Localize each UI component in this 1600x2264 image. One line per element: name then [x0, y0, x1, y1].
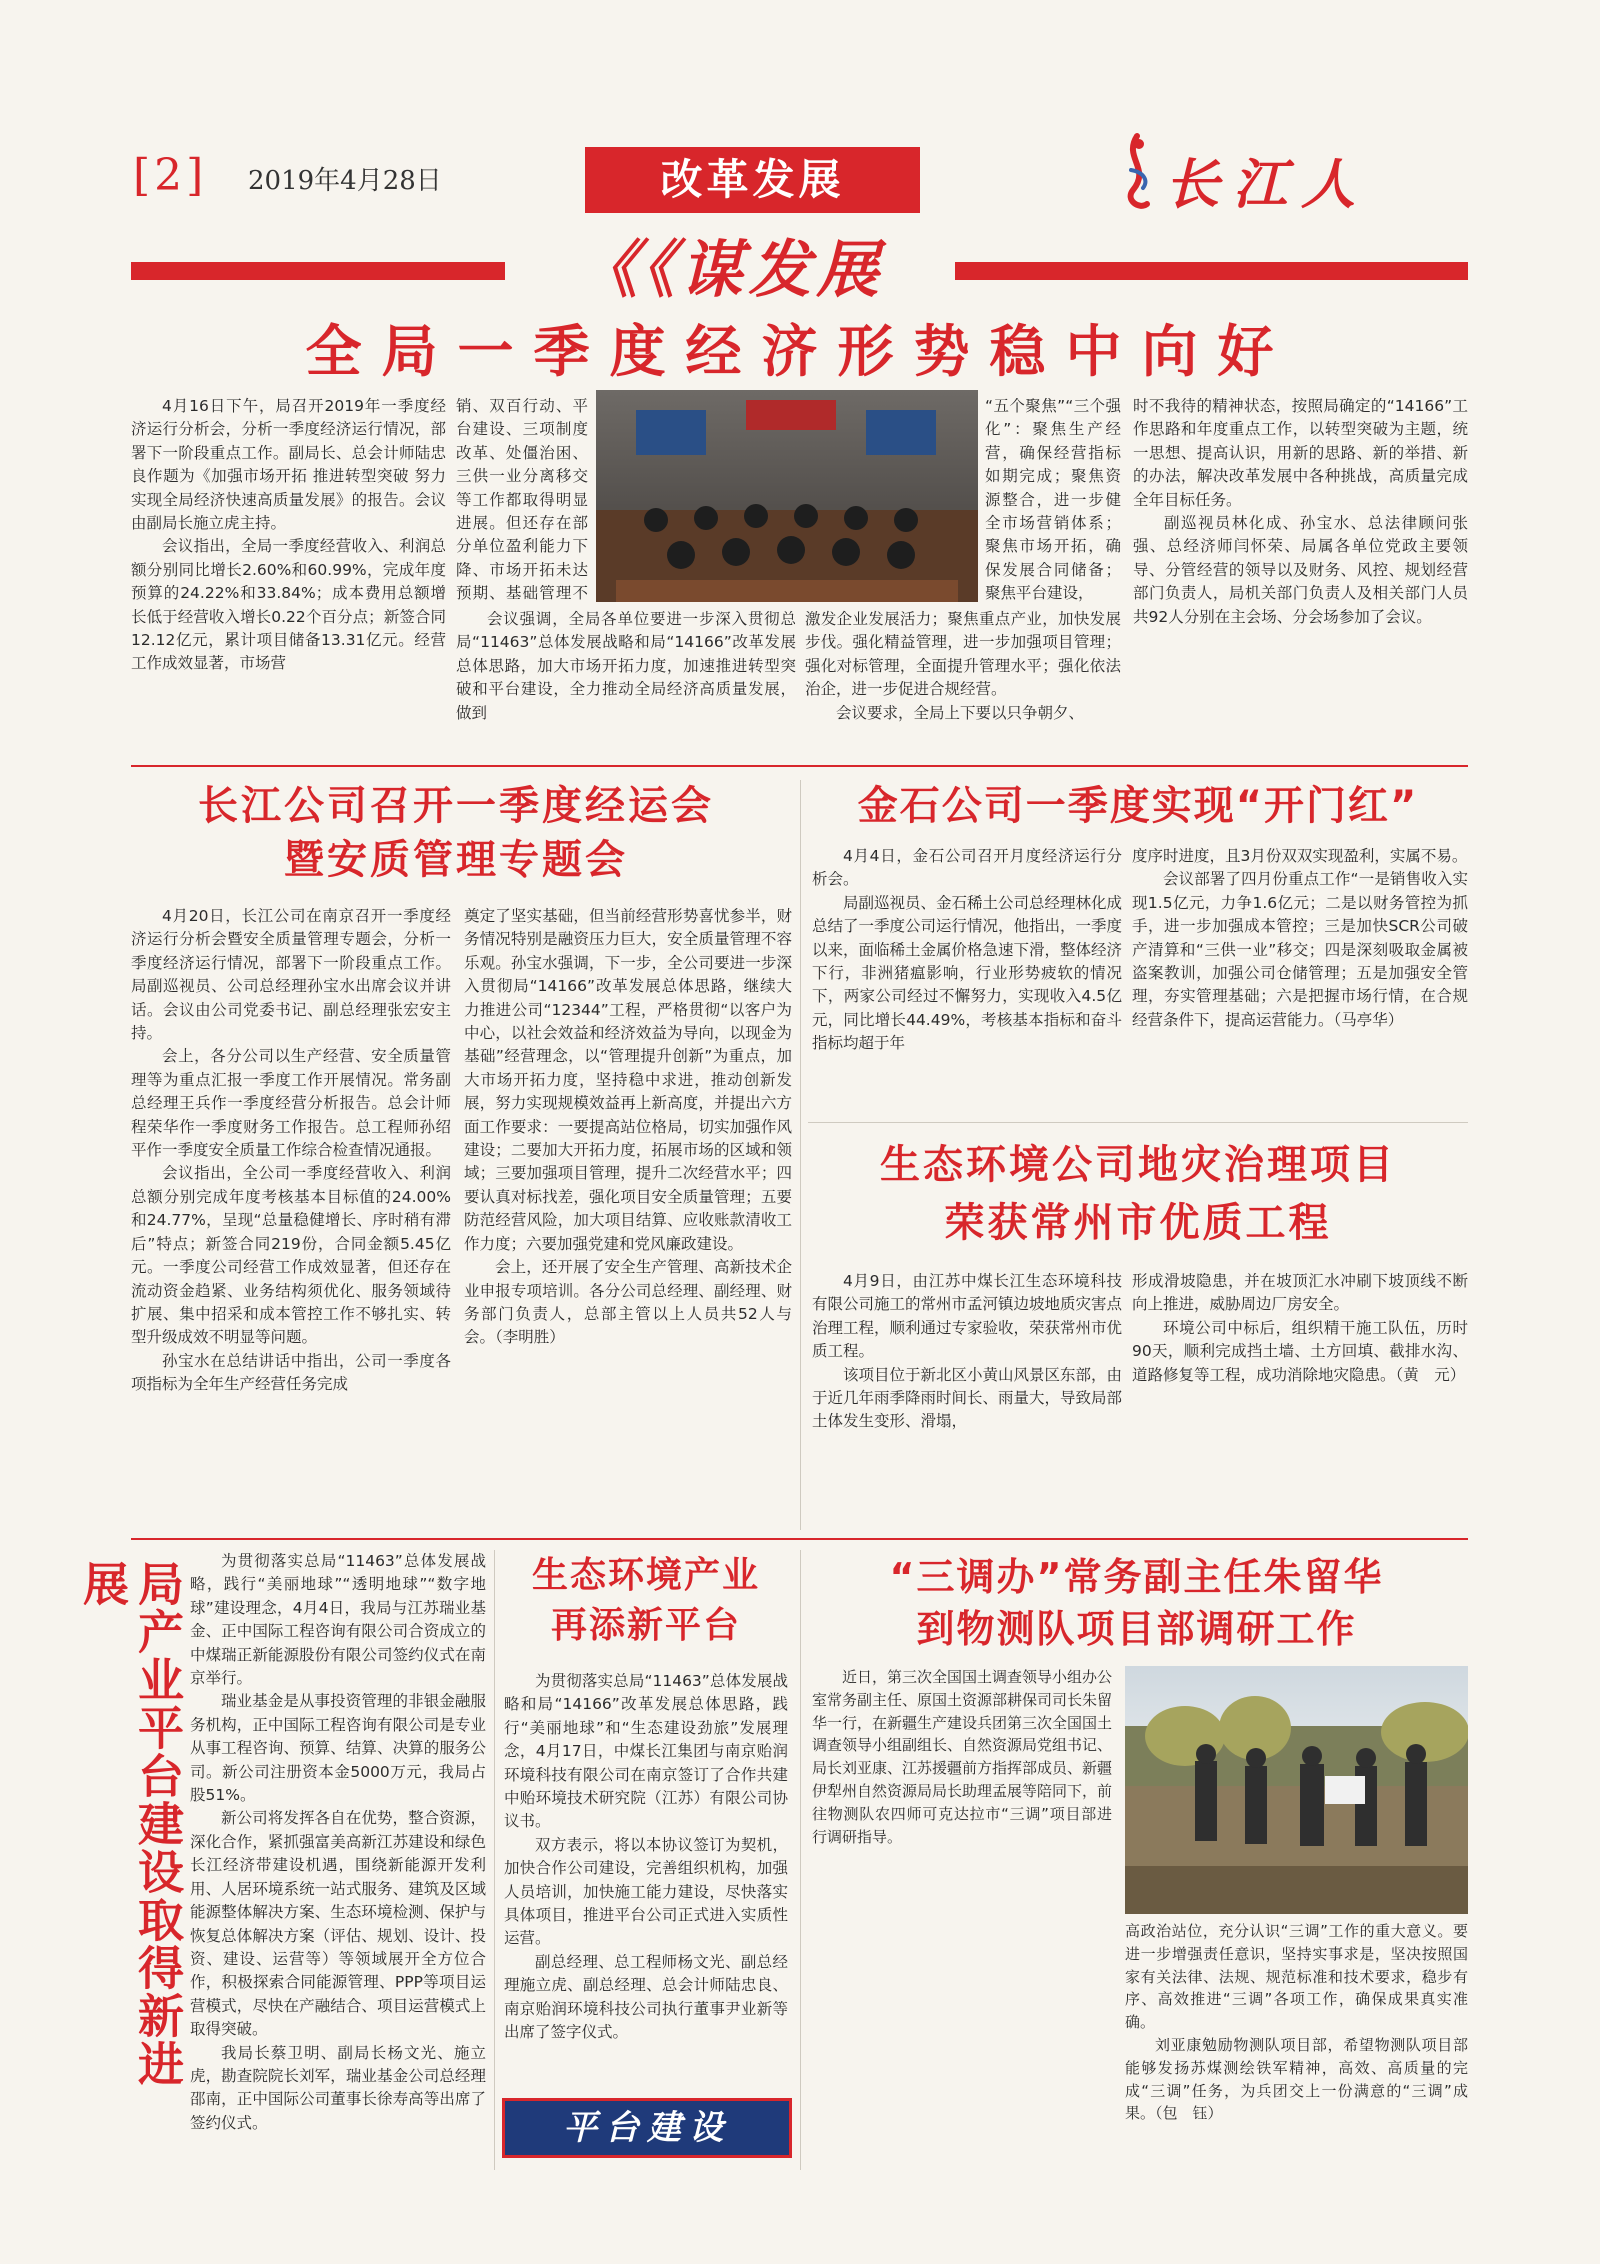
story2-col1-p4: 孙宝水在总结讲话中指出，公司一季度各项指标为全年生产经营任务完成 [131, 1351, 451, 1394]
banner-label-box [505, 230, 955, 310]
story3-col1 [812, 845, 1122, 1115]
story3-col2 [1132, 845, 1468, 1115]
story3-headline: 金石公司一季度实现“开门红” [857, 783, 1419, 829]
field-photo [1125, 1666, 1468, 1914]
story3-col2-p1: 度序时进度，且3月份双双实现盈利，实属不易。 [1132, 847, 1468, 865]
story2-col2-p1: 奠定了坚实基础，但当前经营形势喜忧参半，财务情况特别是融资压力巨大，安全质量管理不容乐观。孙宝水强调，下一步，全公司要进一步深入贯彻局“14166”改革发展总体思路，继续大力推进公司“12344”工程，严格贯彻“以客户为中心，以社会效益和经济效益为导向，以现金为基础”经营理念，以“管理提升创新”为重点，加大市场开拓力度，坚持稳中求进，推动创新发展，努力实现规模效益再上新高度，并提出六方面工作要求：一要提高站位格局，切实加强作风建设；二要加大开拓力度，拓展市场的区域和领域；三要加强项目管理，提升二次经营水平；四要认真对标找差，强化项目安全质量管理；五要防范经营风险，加大项目结算、应收账款清收工作力度；六要加强党建和党风廉政建设。 [464, 907, 792, 1253]
section-title-box [585, 147, 920, 213]
story2-col2-p2: 会上，还开展了安全生产管理、高新技术企业申报专项培训。各分公司总经理、副经理、财务部门负责人，总部主管以上人员共52人与会。（李明胜） [464, 1258, 792, 1347]
story4-headline-2: 荣获常州市优质工程 [944, 1200, 1332, 1246]
story6-headline-1: 生态环境产业 [531, 1555, 760, 1596]
story1-col4-p2: 副巡视员林化成、孙宝水、总法律顾问张强、总经济师闫怀荣、局属各单位党政主要领导、分管经营的领导以及财务、风控、规划经营部门负责人，局机关部门负责人及相关部门人员共92人分别在主会场、分会场参加了会议。 [1133, 514, 1468, 626]
story1-col3b-p1: 激发企业发展活力；聚焦重点产业，加快发展步伐。强化精益管理，进一步加强项目管理；强化对标管理，全面提升管理水平；强化依法治企，进一步促进合规经营。 [805, 610, 1121, 699]
story5-p3: 新公司将发挥各自在优势，整合资源，深化合作，紧抓强富美高新江苏建设和绿色长江经济带建设机遇，围绕新能源开发利用、人居环境系统一站式服务、建筑及区域能源整体解决方案、生态环境检测、保护与恢复总体解决方案（评估、规划、设计、投资、建设、运营等）等领域展开全方位合作，积极探索合同能源管理、PPP等项目运营模式，尽快在产融结合、项目运营模式上取得突破。 [190, 1809, 486, 2039]
story7-col1 [812, 1666, 1112, 2166]
story4-col1 [812, 1270, 1122, 1532]
story7-col2 [1125, 1920, 1468, 2170]
story3-col2-p2: 会议部署了四月份重点工作“一是销售收入实现1.5亿元，力争1.6亿元；二是以财务管控为抓手，进一步加强成本管控；三是加快SCR公司破产清算和“三供一业”移交；四是深刻吸取金属被盗案教训，加强公司仓储管理；五是加强安全管理，夯实管理基础；六是把握市场行情，在合规经营条件下，提高运营能力。（马亭华） [1132, 870, 1468, 1029]
masthead-logo [1103, 128, 1443, 218]
page-number: [2] [133, 150, 208, 201]
issue-date: 2019年4月28日 [248, 166, 442, 196]
story1-col2a [456, 395, 588, 607]
story2-headline-2: 暨安质管理专题会 [284, 837, 628, 883]
story3-col1-p2: 局副巡视员、金石稀土公司总经理林化成总结了一季度公司运行情况，他指出，一季度以来，面临稀土金属价格急速下滑，整体经济下行，非洲猪瘟影响，行业形势疲软的情况下，两家公司经过不懈努力，实现收入4.5亿元，同比增长44.49%，考核基本指标和奋斗指标均超于年 [812, 893, 1122, 1053]
divider-story2-right [800, 780, 801, 1530]
divider-bottom-section [131, 1538, 1468, 1540]
story1-col3a [985, 395, 1121, 607]
story2-headline-1: 长江公司召开一季度经运会 [198, 783, 714, 829]
story2-col1 [131, 905, 451, 1530]
story4-headline-1: 生态环境公司地灾治理项目 [880, 1142, 1396, 1188]
story1-col2b [456, 608, 796, 758]
platform-badge-label: 平台建设 [563, 2108, 731, 2148]
story7-col2-p1: 高政治站位，充分认识“三调”工作的重大意义。要进一步增强责任意识，坚持实事求是，坚决按照国家有关法律、法规、规范标准和技术要求，稳步有序、高效推进“三调”各项工作，确保成果真实准确。 [1125, 1922, 1468, 2032]
story7-col1-p1: 近日，第三次全国国土调查领导小组办公室常务副主任、原国土资源部耕保司司长朱留华一行，在新疆生产建设兵团第三次全国国土调查领导小组副组长、自然资源局党组书记、局长刘亚康、江苏援疆前方指挥部成员、新疆伊犁州自然资源局局长助理孟展等陪同下，前往物测队农四师可克达拉市“三调”项目部进行调研指导。 [812, 1668, 1112, 1846]
story6-body [504, 1670, 788, 2090]
story1-col3b-p2: 会议要求，全局上下要以只争朝夕、 [836, 703, 1085, 722]
divider-story1 [131, 765, 1468, 767]
story2-col2 [464, 905, 792, 1530]
story1-col1-p2: 会议指出，全局一季度经营收入、利润总额分别同比增长2.60%和60.99%，完成年度预算的24.22%和33.84%；成本费用总额增长低于经营收入增长0.22个百分点；新签合同12.12亿元，累计项目储备13.31亿元。经营工作成效显著，市场营 [131, 537, 446, 673]
story1-headline: 全局一季度经济形势稳中向好 [305, 320, 1294, 385]
story4-col2 [1132, 1270, 1468, 1532]
divider-story3 [808, 1122, 1468, 1123]
story5-p1: 为贯彻落实总局“11463”总体发展战略，践行“美丽地球”“透明地球”“数字地球”建设理念，4月4日，我局与江苏瑞业基金、正中国际工程咨询有限公司合资成立的中煤瑞正新能源股份有限公司签约仪式在南京举行。 [190, 1552, 486, 1688]
story1-col1 [131, 395, 446, 755]
story6-headline-2: 再添新平台 [550, 1605, 741, 1646]
story7-col2-p2: 刘亚康勉励物测队项目部，希望物测队项目部能够发扬苏煤测绘铁军精神，高效、高质量的完成“三调”任务，为兵团交上一份满意的“三调”成果。（包 钰） [1125, 2035, 1468, 2123]
story2-col1-p1: 4月20日，长江公司在南京召开一季度经济运行分析会暨安全质量管理专题会，分析一季度经济运行情况，部署下一阶段重点工作。局副巡视员、公司总经理孙宝水出席会议并讲话。会议由公司党委书记、副总经理张宏安主持。 [131, 907, 451, 1043]
divider-story5-right [494, 1550, 495, 2170]
story7-headline-2: 到物测队项目部调研工作 [916, 1607, 1357, 1651]
story1-col2a-p: 销、双百行动、平台建设、三项制度改革、处僵治困、三供一业分离移交等工作都取得明显进展。但还存在部分单位盈利能力下降、市场开拓未达预期、基础管理不 [456, 397, 588, 603]
masthead-title: 长江人 [1165, 152, 1369, 216]
story4-col1-p2: 该项目位于新北区小黄山风景区东部，由于近几年雨季降雨时间长、雨量大，导致局部土体发生变形、滑塌， [812, 1365, 1122, 1431]
story6-p3: 副总经理、总工程师杨文光、副总经理施立虎、副总经理、总会计师陆忠良、南京贻润环境科技公司执行董事尹业新等出席了签字仪式。 [504, 1952, 788, 2042]
divider-story6-right [800, 1550, 801, 2170]
story1-col4-p1: 时不我待的精神状态，按照局确定的“14166”工作思路和年度重点工作，以转型突破为主题，统一思想、提高认识，用新的思路、新的举措、新的办法，解决改革发展中各种挑战，高质量完成全年目标任务。 [1133, 397, 1468, 509]
platform-badge [502, 2098, 792, 2158]
story6-p1: 为贯彻落实总局“11463”总体发展战略和局“14166”改革发展总体思路，践行“美丽地球”和“生态建设劲旅”发展理念，4月17日，中煤长江集团与南京贻润环境科技有限公司在南京签订了合作共建中贻环境技术研究院（江苏）有限公司协议书。 [504, 1672, 788, 1831]
field-photo-image [1125, 1666, 1468, 1914]
story2-col1-p3: 会议指出，全公司一季度经营收入、利润总额分别完成年度考核基本目标值的24.00%和24.77%，呈现“总量稳健增长、序时稍有滞后”特点；新签合同219份，合同金额5.45亿元。一季度公司经营工作成效显著，但还存在流动资金趋紧、业务结构须优化、服务领域待扩展、集中招采和成本管控工作不够扎实、转型升级成效不明显等问题。 [131, 1164, 451, 1347]
story4-col2-p1: 形成滑坡隐患，并在坡顶汇水冲刷下坡顶线不断向上推进，威胁周边厂房安全。 [1132, 1272, 1468, 1314]
story1-col2b-p: 会议强调，全局各单位要进一步深入贯彻总局“11463”总体发展战略和局“14166”改革发展总体思路，加大市场开拓力度，加速推进转型突破和平台建设，全力推动全局经济高质量发展，做到 [456, 610, 796, 722]
story5-p2: 瑞业基金是从事投资管理的非银金融服务机构，正中国际工程咨询有限公司是专业从事工程咨询、预算、结算、决算的服务公司。新公司注册资本金5000万元，我局占股51%。 [190, 1692, 486, 1805]
story4-col2-p2: 环境公司中标后，组织精干施工队伍，历时90天，顺利完成挡土墙、土方回填、截排水沟、道路修复等工程，成功消除地灾隐患。（黄 元） [1132, 1318, 1468, 1384]
story6-p2: 双方表示，将以本协议签订为契机，加快合作公司建设，完善组织机构，加强人员培训，加快施工能力建设，尽快落实具体项目，推进平台公司正式进入实质性运营。 [504, 1835, 788, 1948]
story1-col3a-p: “五个聚焦”“三个强化”：聚焦生产经营，确保经营指标如期完成；聚焦资源整合，进一步健全市场营销体系；聚焦市场开拓，确保发展合同储备；聚焦平台建设， [985, 397, 1121, 603]
section-title: 改革发展 [660, 155, 845, 204]
story5-p4: 我局长蔡卫明、副局长杨文光、施立虎，勘查院院长刘军，瑞业基金公司总经理邵南，正中国际公司董事长徐寿高等出席了签约仪式。 [190, 2043, 486, 2132]
story7-headline-1: “三调办”常务副主任朱留华 [889, 1555, 1384, 1599]
story5-vertical-headline: 局产业平台建设取得新进展 [76, 1560, 185, 2088]
story2-col1-p2: 会上，各分公司以生产经营、安全质量管理等为重点汇报一季度工作开展情况。常务副总经理王兵作一季度经营分析报告。总会计师程荣华作一季度财务工作报告。总工程师孙绍平作一季度安全质量工作综合检查情况通报。 [131, 1047, 451, 1160]
story4-col1-p1: 4月9日，由江苏中煤长江生态环境科技有限公司施工的常州市孟河镇边坡地质灾害点治理工程，顺利通过专家验收，荣获常州市优质工程。 [812, 1272, 1122, 1361]
story3-col1-p1: 4月4日，金石公司召开月度经济运行分析会。 [812, 847, 1122, 889]
story5-body [190, 1550, 486, 2170]
story1-col1-p1: 4月16日下午，局召开2019年一季度经济运行分析会，分析一季度经济运行情况，部署下一阶段重点工作。副局长、总会计师陆忠良作题为《加强市场开拓 推进转型突破 努力实现全局经济快速高质量发展》的报告。会议由副局长施立虎主持。 [131, 397, 446, 533]
meeting-photo-image [596, 390, 978, 602]
story1-col4 [1133, 395, 1468, 760]
banner-label: 《《谋发展 [575, 233, 885, 306]
masthead-logo-icon [1103, 128, 1173, 218]
story1-col3b [805, 608, 1121, 758]
meeting-photo [596, 390, 978, 602]
